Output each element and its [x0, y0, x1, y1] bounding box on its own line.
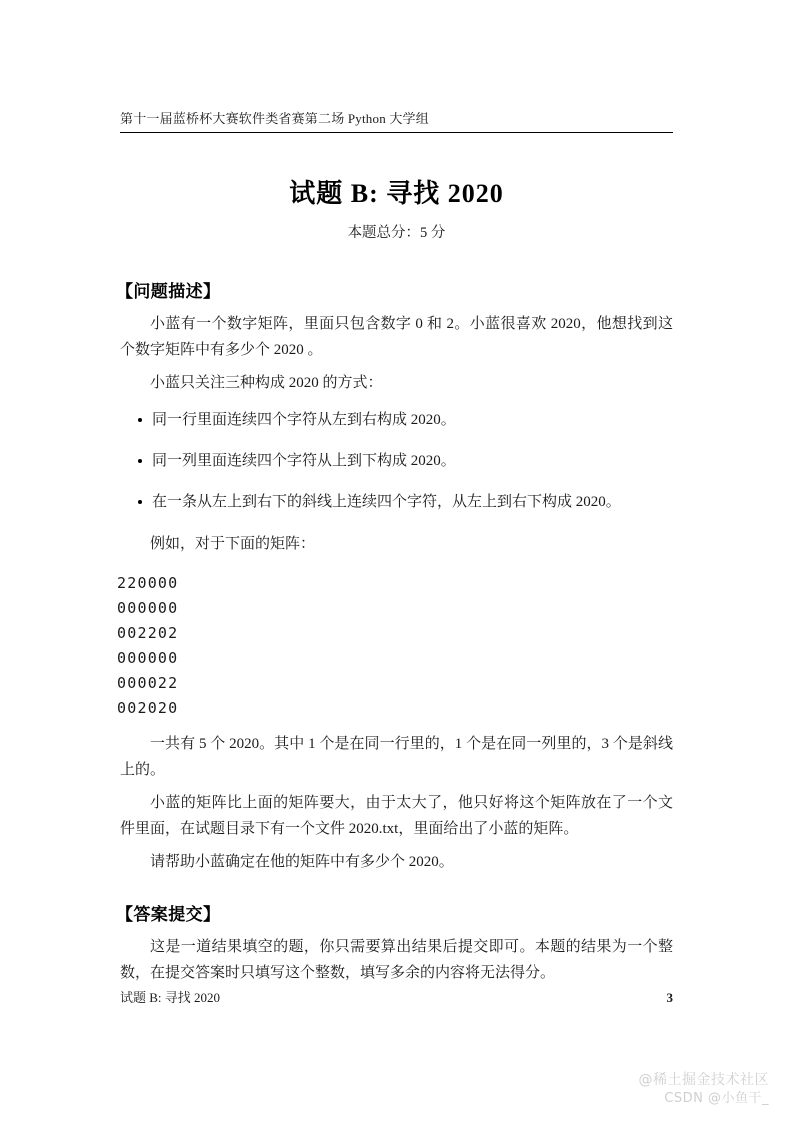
- page-title: 试题 B: 寻找 2020: [289, 179, 504, 208]
- matrix-row: 000022: [117, 674, 179, 692]
- running-header-title: 第十一届蓝桥杯大赛软件类省赛第二场 Python 大学组: [120, 111, 429, 126]
- rule-text: 同一行里面连续四个字符从左到右构成 2020。: [152, 412, 456, 428]
- section-heading-answer: 【答案提交】: [116, 905, 221, 925]
- problem-paragraph-5: 请帮助小蓝确定在他的矩阵中有多少个 2020。: [150, 854, 454, 870]
- matrix-row: 002020: [117, 699, 179, 717]
- rule-text: 同一列里面连续四个字符从上到下构成 2020。: [152, 453, 456, 469]
- matrix-row: 002202: [117, 624, 179, 642]
- example-intro-paragraph: 例如，对于下面的矩阵：: [150, 536, 316, 552]
- rule-list: [120, 408, 673, 514]
- list-item: [120, 490, 673, 514]
- footer-left-text: 试题 B: 寻找 2020: [120, 990, 221, 1005]
- running-header: [120, 110, 673, 133]
- example-matrix: [117, 571, 673, 721]
- matrix-row: 000000: [117, 599, 179, 617]
- bullet-dot-icon: [138, 459, 142, 463]
- bullet-dot-icon: [138, 500, 142, 504]
- page-footer: [120, 989, 673, 1007]
- problem-paragraph-2: 小蓝只关注三种构成 2020 的方式：: [150, 375, 383, 391]
- watermark: [639, 1071, 770, 1108]
- list-item: [120, 449, 673, 473]
- answer-paragraph-1: 这是一道结果填空的题，你只需要算出结果后提交即可。本题的结果为一个整数，在提交答案时只填写这个整数，填写多余的内容将无法得分。: [120, 939, 673, 981]
- document-content: [116, 280, 673, 993]
- page-subtitle: 本题总分：5 分: [347, 225, 446, 241]
- watermark-line-2: CSDN @小鱼干_: [664, 1091, 769, 1106]
- footer-page-number: 3: [666, 990, 673, 1005]
- header-divider: [120, 132, 673, 133]
- rule-text: 在一条从左上到右下的斜线上连续四个字符，从左上到右下构成 2020。: [152, 494, 621, 510]
- title-block: [120, 178, 673, 243]
- problem-paragraph-1: 小蓝有一个数字矩阵，里面只包含数字 0 和 2。小蓝很喜欢 2020，他想找到这个数字矩阵中有多少个 2020 。: [120, 316, 673, 358]
- list-item: [120, 408, 673, 432]
- problem-paragraph-4: 小蓝的矩阵比上面的矩阵要大，由于太大了，他只好将这个矩阵放在了一个文件里面，在试题目录下有一个文件 2020.txt，里面给出了小蓝的矩阵。: [120, 795, 673, 837]
- section-heading-problem: 【问题描述】: [116, 282, 221, 302]
- watermark-line-1: @稀土掘金技术社区: [638, 1072, 769, 1088]
- problem-paragraph-3: 一共有 5 个 2020。其中 1 个是在同一行里的，1 个是在同一列里的，3 个是斜线上的。: [120, 736, 673, 778]
- matrix-row: 220000: [117, 574, 179, 592]
- bullet-dot-icon: [138, 418, 142, 422]
- matrix-row: 000000: [117, 649, 179, 667]
